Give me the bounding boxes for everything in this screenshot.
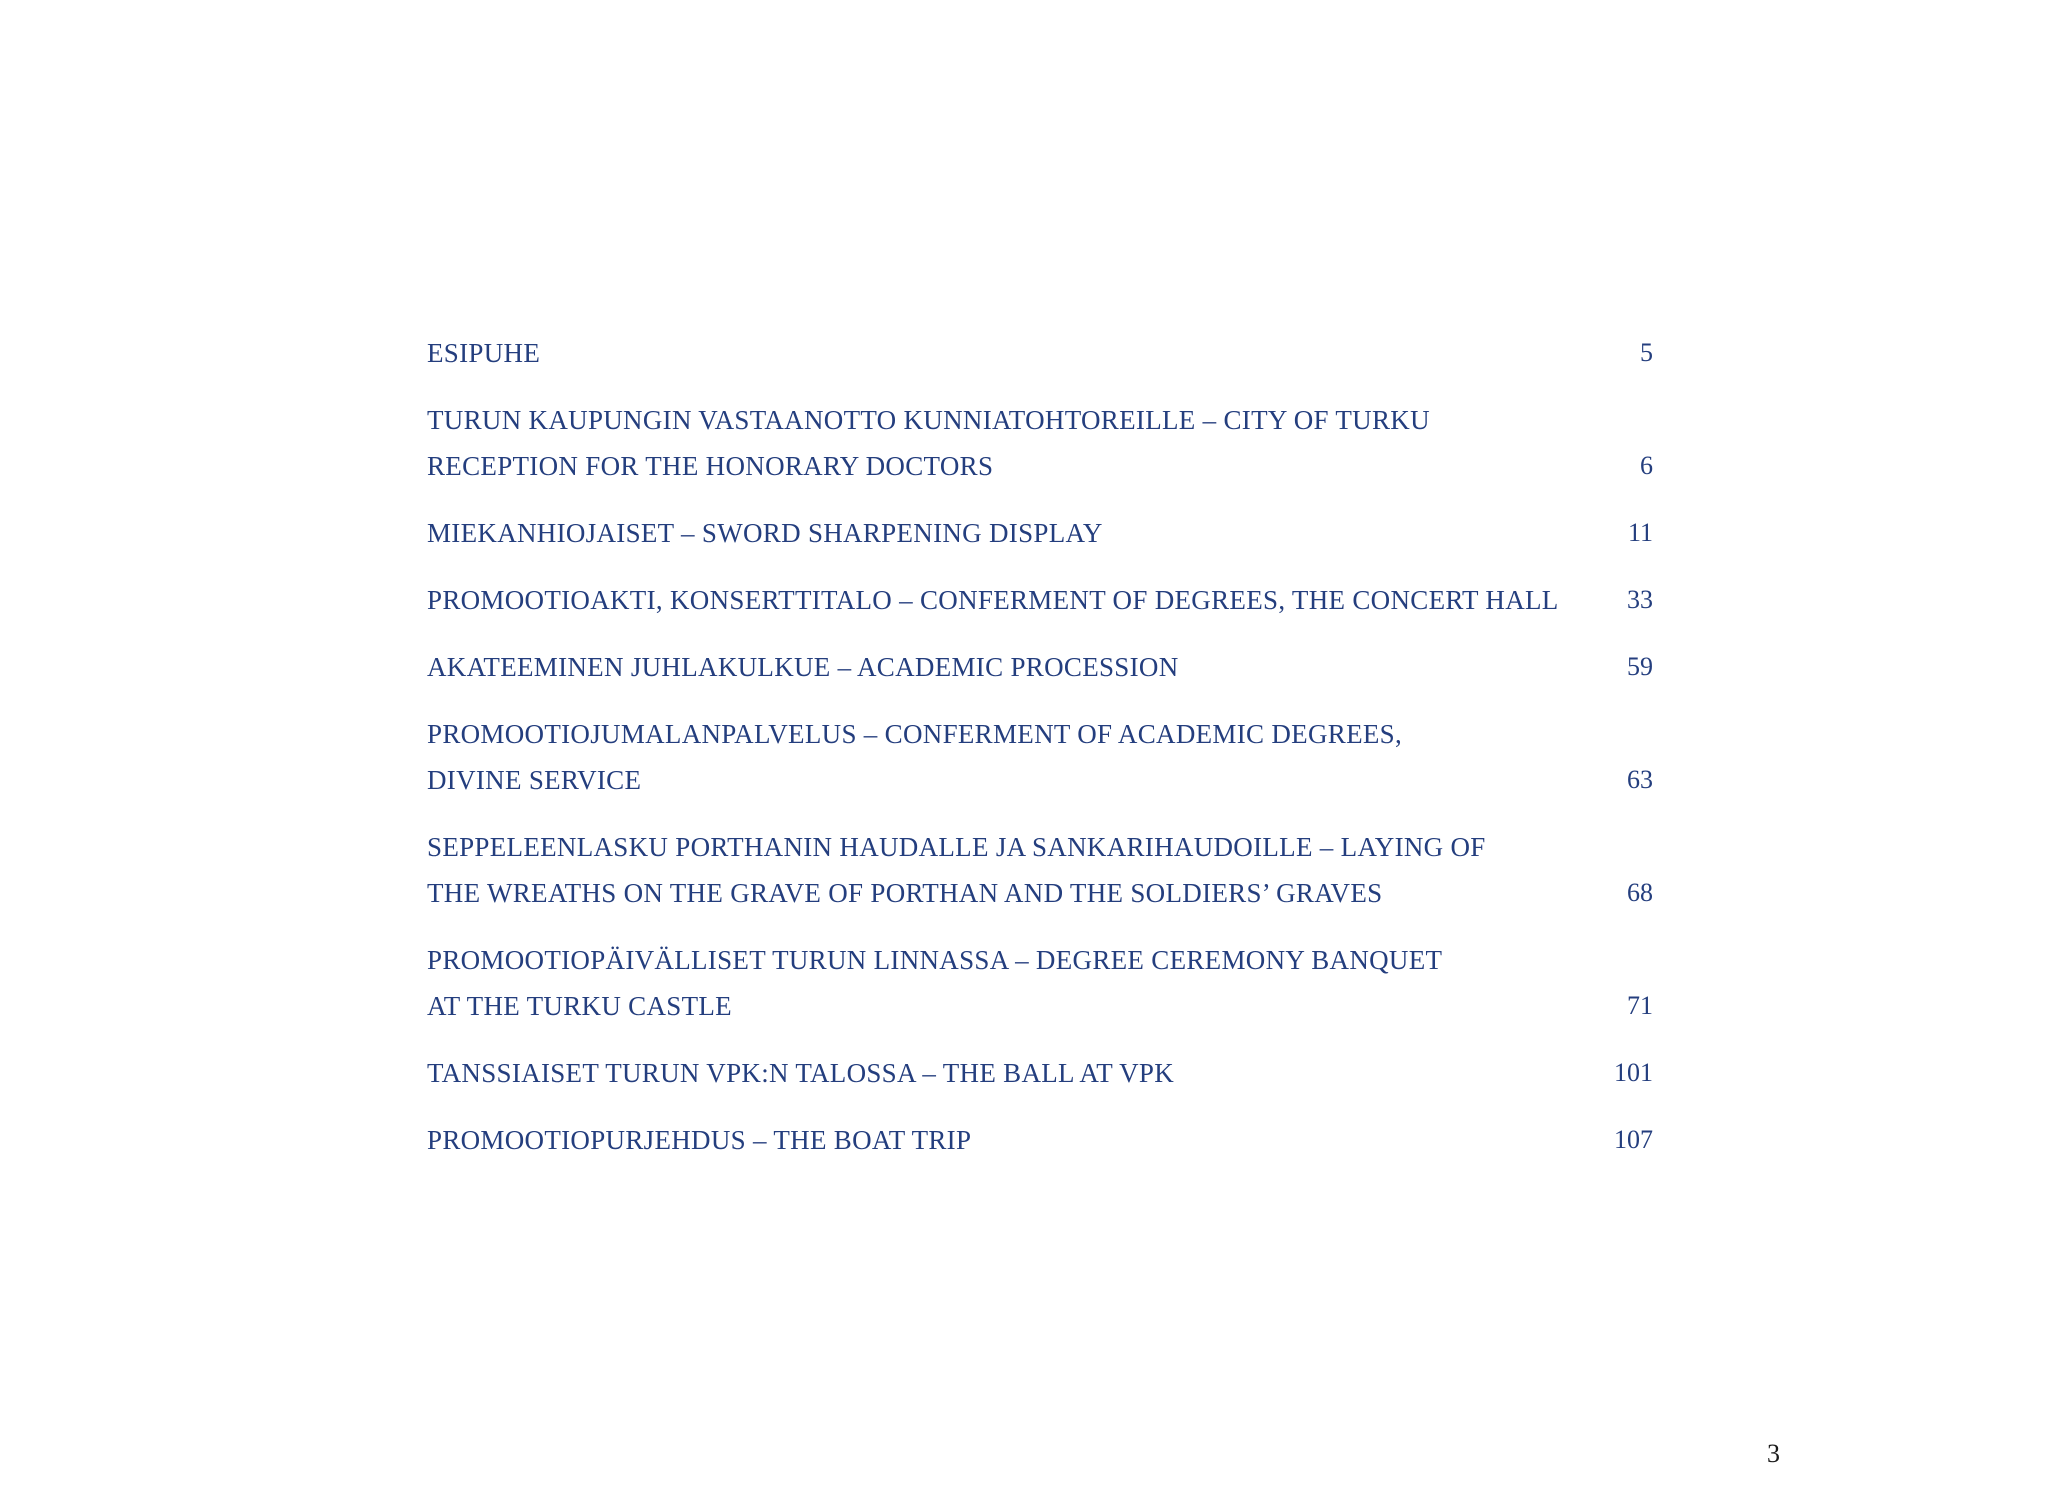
toc-title-line: TANSSIAISET TURUN VPK:N TALOSSA – THE BALL AT VPK: [427, 1058, 1174, 1088]
toc-page-number: 11: [1627, 518, 1653, 547]
toc-page-number: 63: [1627, 765, 1653, 794]
table-of-contents: [427, 330, 1653, 1184]
toc-entry-ball[interactable]: [427, 1050, 1653, 1096]
toc-entry-divine-service[interactable]: [427, 711, 1653, 803]
toc-title-line: ESIPUHE: [427, 338, 541, 368]
toc-entry-boat-trip[interactable]: [427, 1117, 1653, 1163]
toc-entry-conferment-concert-hall[interactable]: [427, 577, 1653, 623]
toc-title-line: SEPPELEENLASKU PORTHANIN HAUDALLE JA SANKARIHAUDOILLE – LAYING OF: [427, 832, 1486, 862]
toc-entry-title: [427, 397, 1603, 489]
toc-page-number: 68: [1627, 878, 1653, 907]
toc-title-line: MIEKANHIOJAISET – SWORD SHARPENING DISPLAY: [427, 518, 1103, 548]
toc-page-number: 71: [1627, 991, 1653, 1020]
toc-entry-title: [427, 1050, 1603, 1096]
toc-entry-title: [427, 577, 1603, 623]
toc-title-line: PROMOOTIOPURJEHDUS – THE BOAT TRIP: [427, 1125, 972, 1155]
toc-entry-banquet[interactable]: [427, 937, 1653, 1029]
toc-page-number: 5: [1640, 338, 1653, 367]
toc-title-line: AKATEEMINEN JUHLAKULKUE – ACADEMIC PROCESSION: [427, 652, 1179, 682]
toc-entry-laying-of-wreaths[interactable]: [427, 824, 1653, 916]
page-number-footer: 3: [1767, 1439, 1780, 1468]
toc-title-line: THE WREATHS ON THE GRAVE OF PORTHAN AND THE SOLDIERS’ GRAVES: [427, 878, 1383, 908]
toc-page-number: 107: [1614, 1125, 1653, 1154]
toc-page-number: 6: [1640, 451, 1653, 480]
toc-entry-sword-sharpening[interactable]: [427, 510, 1653, 556]
toc-entry-title: [427, 510, 1603, 556]
toc-title-line: PROMOOTIOJUMALANPALVELUS – CONFERMENT OF ACADEMIC DEGREES,: [427, 719, 1403, 749]
toc-entry-esipuhe[interactable]: [427, 330, 1653, 376]
toc-title-line: RECEPTION FOR THE HONORARY DOCTORS: [427, 451, 994, 481]
toc-title-line: PROMOOTIOAKTI, KONSERTTITALO – CONFERMENT OF DEGREES, THE CONCERT HALL: [427, 585, 1559, 615]
toc-entry-title: [427, 644, 1603, 690]
toc-page-number: 101: [1614, 1058, 1653, 1087]
toc-entry-city-reception[interactable]: [427, 397, 1653, 489]
toc-entry-title: [427, 330, 1603, 376]
toc-page-number: 59: [1627, 652, 1653, 681]
toc-page-number: 33: [1627, 585, 1653, 614]
toc-entry-title: [427, 1117, 1603, 1163]
toc-entry-academic-procession[interactable]: [427, 644, 1653, 690]
toc-title-line: TURUN KAUPUNGIN VASTAANOTTO KUNNIATOHTOREILLE – CITY OF TURKU: [427, 405, 1430, 435]
toc-entry-title: [427, 937, 1603, 1029]
toc-entry-title: [427, 824, 1603, 916]
toc-title-line: PROMOOTIOPÄIVÄLLISET TURUN LINNASSA – DEGREE CEREMONY BANQUET: [427, 945, 1443, 975]
toc-title-line: DIVINE SERVICE: [427, 765, 642, 795]
toc-entry-title: [427, 711, 1603, 803]
toc-title-line: AT THE TURKU CASTLE: [427, 991, 732, 1021]
